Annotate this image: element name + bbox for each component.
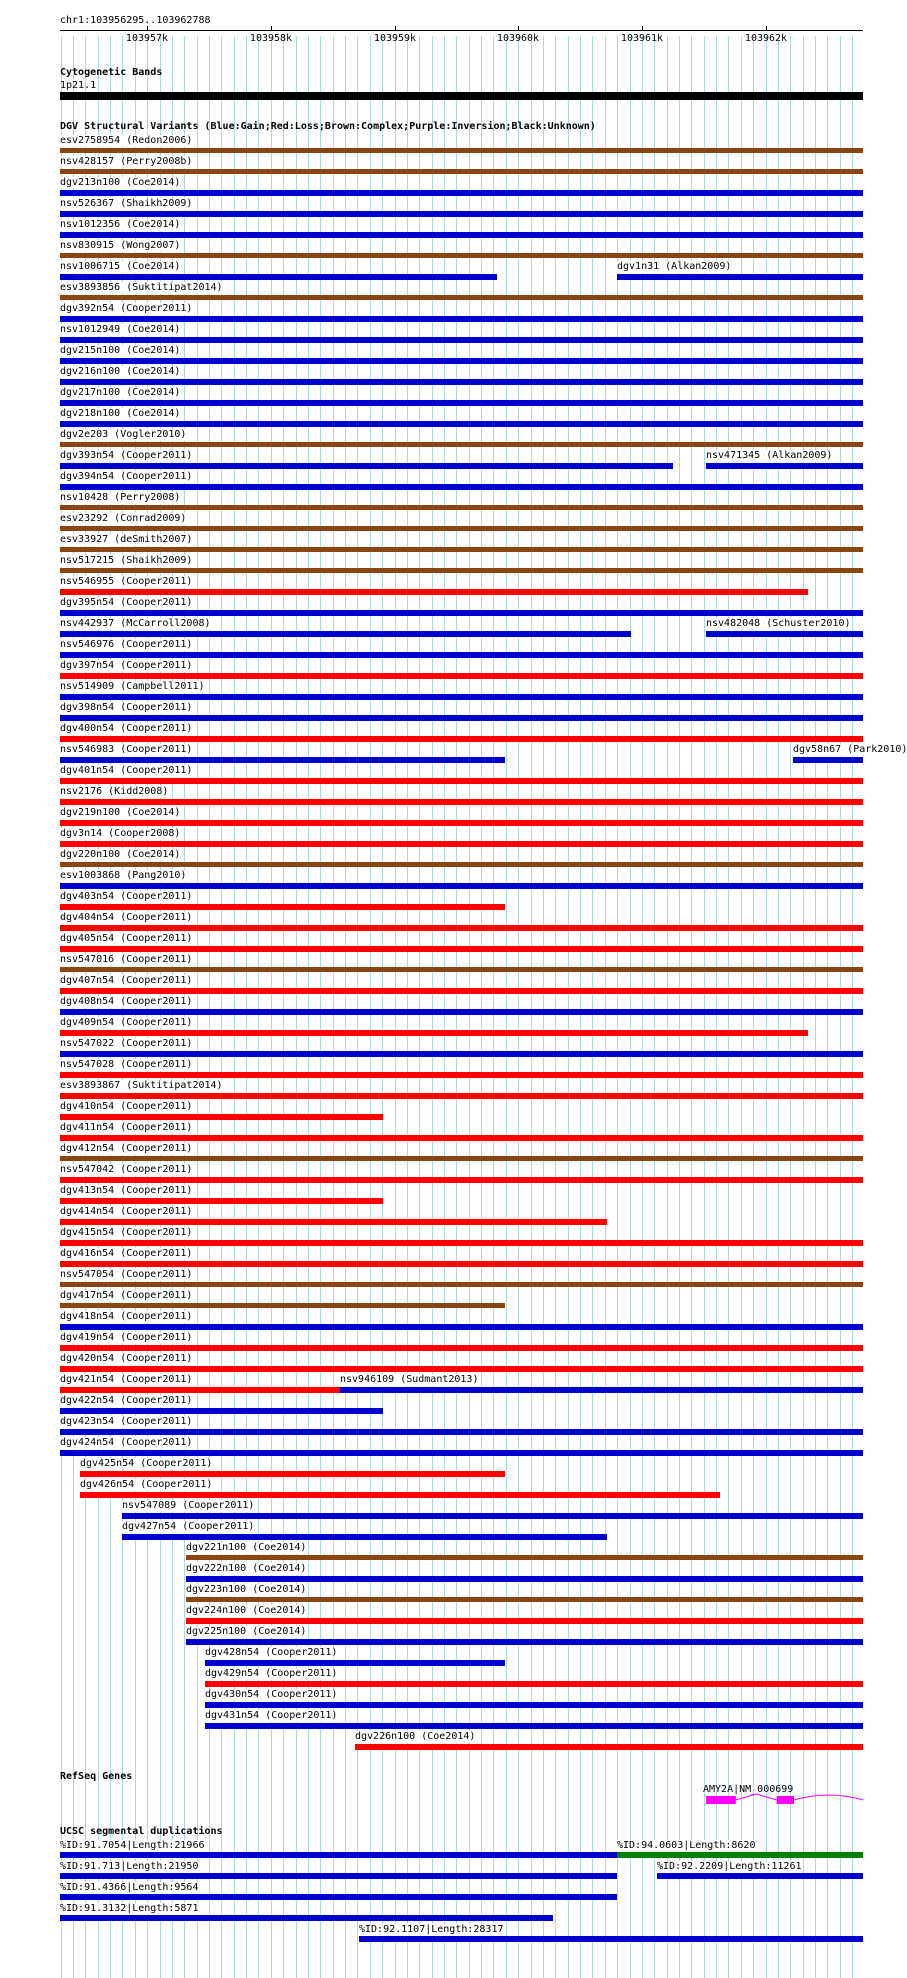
dgv-variant-bar[interactable] bbox=[60, 694, 863, 700]
segdup-bar[interactable] bbox=[60, 1873, 617, 1879]
dgv-variant-bar[interactable] bbox=[80, 1492, 720, 1498]
dgv-variant-bar[interactable] bbox=[205, 1723, 863, 1729]
dgv-variant-bar[interactable] bbox=[60, 988, 863, 994]
ruler-tick bbox=[147, 26, 148, 31]
dgv-variant-label: dgv422n54 (Cooper2011) bbox=[60, 1395, 193, 1406]
dgv-variant-label: dgv392n54 (Cooper2011) bbox=[60, 303, 193, 314]
dgv-variant-bar[interactable] bbox=[60, 295, 863, 300]
segdup-label: %ID:91.713|Length:21950 bbox=[60, 1861, 199, 1872]
dgv-variant-label: dgv430n54 (Cooper2011) bbox=[205, 1689, 338, 1700]
dgv-variant-bar[interactable] bbox=[60, 1135, 863, 1141]
dgv-variant-label: nsv547016 (Cooper2011) bbox=[60, 954, 193, 965]
dgv-variant-bar[interactable] bbox=[60, 1051, 863, 1057]
segdup-track-title: UCSC segmental duplications bbox=[60, 1826, 223, 1837]
dgv-variant-bar[interactable] bbox=[186, 1597, 863, 1602]
dgv-variant-bar[interactable] bbox=[60, 610, 863, 616]
dgv-variant-bar[interactable] bbox=[60, 1156, 863, 1161]
dgv-variant-bar[interactable] bbox=[60, 946, 863, 952]
cytoband-bar[interactable] bbox=[60, 92, 863, 100]
dgv-variant-bar[interactable] bbox=[60, 778, 863, 784]
dgv-variant-label: dgv220n100 (Coe2014) bbox=[60, 849, 181, 860]
dgv-variant-label: nsv482048 (Schuster2010) bbox=[706, 618, 851, 629]
dgv-variant-bar[interactable] bbox=[60, 211, 863, 217]
dgv-variant-label: dgv394n54 (Cooper2011) bbox=[60, 471, 193, 482]
dgv-variant-label: dgv425n54 (Cooper2011) bbox=[80, 1458, 213, 1469]
segdup-bar[interactable] bbox=[657, 1873, 863, 1879]
dgv-variant-label: nsv547022 (Cooper2011) bbox=[60, 1038, 193, 1049]
ruler-axis bbox=[60, 30, 863, 31]
dgv-variant-label: dgv428n54 (Cooper2011) bbox=[205, 1647, 338, 1658]
dgv-variant-bar[interactable] bbox=[60, 148, 863, 153]
dgv-variant-label: dgv415n54 (Cooper2011) bbox=[60, 1227, 193, 1238]
cytoband-track-title: Cytogenetic Bands bbox=[60, 67, 163, 78]
dgv-variant-label: dgv217n100 (Coe2014) bbox=[60, 387, 181, 398]
dgv-variant-bar[interactable] bbox=[60, 232, 863, 238]
dgv-variant-label: dgv213n100 (Coe2014) bbox=[60, 177, 181, 188]
dgv-variant-label: nsv1006715 (Coe2014) bbox=[60, 261, 181, 272]
dgv-variant-bar[interactable] bbox=[60, 463, 673, 469]
dgv-variant-bar[interactable] bbox=[340, 1387, 863, 1393]
dgv-variant-label: dgv400n54 (Cooper2011) bbox=[60, 723, 193, 734]
dgv-variant-label: dgv410n54 (Cooper2011) bbox=[60, 1101, 193, 1112]
dgv-variant-bar[interactable] bbox=[205, 1681, 863, 1687]
segdup-label: %ID:94.0603|Length:8620 bbox=[617, 1840, 756, 1851]
dgv-variant-label: dgv418n54 (Cooper2011) bbox=[60, 1311, 193, 1322]
dgv-variant-label: dgv218n100 (Coe2014) bbox=[60, 408, 181, 419]
refseq-gene-label: AMY2A|NM_000699 bbox=[703, 1784, 794, 1795]
dgv-variant-bar[interactable] bbox=[60, 1408, 383, 1414]
ruler-tick-label: 103957k bbox=[125, 33, 169, 44]
ruler-tick-label: 103962k bbox=[744, 33, 788, 44]
dgv-variant-label: dgv404n54 (Cooper2011) bbox=[60, 912, 193, 923]
dgv-variant-bar[interactable] bbox=[60, 1114, 383, 1120]
dgv-variant-bar[interactable] bbox=[60, 631, 631, 637]
dgv-variant-label: esv3893867 (Suktitipat2014) bbox=[60, 1080, 223, 1091]
dgv-variant-bar[interactable] bbox=[186, 1555, 863, 1560]
ruler-tick bbox=[395, 26, 396, 31]
dgv-variant-bar[interactable] bbox=[60, 925, 863, 931]
dgv-variant-label: esv2758954 (Redon2006) bbox=[60, 135, 193, 146]
gene-intron-line bbox=[736, 1794, 863, 1800]
dgv-variant-bar[interactable] bbox=[60, 253, 863, 258]
dgv-variant-bar[interactable] bbox=[60, 1177, 863, 1183]
dgv-variant-bar[interactable] bbox=[60, 421, 863, 427]
dgv-variant-label: dgv393n54 (Cooper2011) bbox=[60, 450, 193, 461]
dgv-variant-label: dgv413n54 (Cooper2011) bbox=[60, 1185, 193, 1196]
dgv-variant-label: nsv547054 (Cooper2011) bbox=[60, 1269, 193, 1280]
dgv-variant-label: nsv442937 (McCarroll2008) bbox=[60, 618, 211, 629]
dgv-variant-label: dgv403n54 (Cooper2011) bbox=[60, 891, 193, 902]
dgv-variant-label: dgv2e203 (Vogler2010) bbox=[60, 429, 187, 440]
dgv-variant-label: dgv401n54 (Cooper2011) bbox=[60, 765, 193, 776]
dgv-variant-label: dgv416n54 (Cooper2011) bbox=[60, 1248, 193, 1259]
dgv-variant-bar[interactable] bbox=[60, 1030, 808, 1036]
dgv-variant-label: dgv398n54 (Cooper2011) bbox=[60, 702, 193, 713]
dgv-variant-label: dgv429n54 (Cooper2011) bbox=[205, 1668, 338, 1679]
dgv-variant-label: nsv546983 (Cooper2011) bbox=[60, 744, 193, 755]
dgv-variant-label: nsv547028 (Cooper2011) bbox=[60, 1059, 193, 1070]
dgv-variant-bar[interactable] bbox=[122, 1534, 607, 1540]
dgv-variant-label: nsv1012356 (Coe2014) bbox=[60, 219, 181, 230]
segdup-bar[interactable] bbox=[359, 1936, 863, 1942]
segdup-bar[interactable] bbox=[60, 1852, 617, 1858]
dgv-variant-bar[interactable] bbox=[60, 1345, 863, 1351]
dgv-variant-bar[interactable] bbox=[60, 379, 863, 385]
dgv-variant-bar[interactable] bbox=[60, 904, 505, 910]
dgv-variant-label: nsv547042 (Cooper2011) bbox=[60, 1164, 193, 1175]
segdup-bar[interactable] bbox=[60, 1894, 617, 1900]
dgv-variant-bar[interactable] bbox=[60, 883, 863, 889]
dgv-variant-label: esv23292 (Conrad2009) bbox=[60, 513, 187, 524]
dgv-variant-bar[interactable] bbox=[60, 484, 863, 490]
dgv-variant-label: nsv1012949 (Coe2014) bbox=[60, 324, 181, 335]
dgv-variant-label: dgv431n54 (Cooper2011) bbox=[205, 1710, 338, 1721]
ruler-tick-label: 103960k bbox=[496, 33, 540, 44]
dgv-variant-label: dgv1n31 (Alkan2009) bbox=[617, 261, 732, 272]
segdup-label: %ID:91.4366|Length:9564 bbox=[60, 1882, 199, 1893]
dgv-variant-bar[interactable] bbox=[355, 1744, 863, 1750]
dgv-variant-bar[interactable] bbox=[80, 1471, 505, 1477]
amy2a-gene-model[interactable] bbox=[0, 1792, 890, 1808]
dgv-variant-bar[interactable] bbox=[60, 715, 863, 721]
dgv-variant-bar[interactable] bbox=[60, 400, 863, 406]
refseq-track-title: RefSeq Genes bbox=[60, 1771, 133, 1782]
dgv-variant-bar[interactable] bbox=[60, 736, 863, 742]
segdup-label: %ID:92.2209|Length:11261 bbox=[657, 1861, 802, 1872]
dgv-variant-label: dgv408n54 (Cooper2011) bbox=[60, 996, 193, 1007]
dgv-variant-label: dgv411n54 (Cooper2011) bbox=[60, 1122, 193, 1133]
dgv-variant-bar[interactable] bbox=[60, 1450, 863, 1456]
dgv-variant-label: dgv223n100 (Coe2014) bbox=[186, 1584, 307, 1595]
dgv-variant-bar[interactable] bbox=[186, 1618, 863, 1624]
dgv-variant-bar[interactable] bbox=[186, 1639, 863, 1645]
dgv-variant-bar[interactable] bbox=[205, 1660, 505, 1666]
ruler-tick bbox=[271, 26, 272, 31]
dgv-variant-bar[interactable] bbox=[122, 1513, 863, 1519]
dgv-variant-bar[interactable] bbox=[60, 589, 808, 595]
dgv-variant-label: dgv427n54 (Cooper2011) bbox=[122, 1521, 255, 1532]
dgv-variant-label: nsv546955 (Cooper2011) bbox=[60, 576, 193, 587]
dgv-variant-label: dgv224n100 (Coe2014) bbox=[186, 1605, 307, 1616]
dgv-variant-label: nsv514909 (Campbell2011) bbox=[60, 681, 205, 692]
dgv-variant-bar[interactable] bbox=[60, 442, 863, 447]
dgv-variant-label: nsv10428 (Perry2008) bbox=[60, 492, 181, 503]
dgv-variant-bar[interactable] bbox=[60, 799, 863, 805]
dgv-variant-bar[interactable] bbox=[205, 1702, 863, 1708]
gene-exon[interactable] bbox=[706, 1796, 736, 1804]
dgv-variant-bar[interactable] bbox=[60, 1303, 505, 1308]
dgv-variant-bar[interactable] bbox=[60, 1219, 607, 1225]
dgv-variant-label: nsv517215 (Shaikh2009) bbox=[60, 555, 193, 566]
dgv-variant-label: nsv546976 (Cooper2011) bbox=[60, 639, 193, 650]
dgv-variant-label: dgv417n54 (Cooper2011) bbox=[60, 1290, 193, 1301]
dgv-variant-bar[interactable] bbox=[60, 1324, 863, 1330]
dgv-variant-bar[interactable] bbox=[60, 1072, 863, 1078]
dgv-variant-label: dgv407n54 (Cooper2011) bbox=[60, 975, 193, 986]
dgv-variant-label: dgv414n54 (Cooper2011) bbox=[60, 1206, 193, 1217]
dgv-variant-bar[interactable] bbox=[60, 505, 863, 510]
position-readout: chr1:103956295..103962788 bbox=[60, 15, 211, 26]
dgv-variant-bar[interactable] bbox=[60, 190, 863, 196]
dgv-variant-bar[interactable] bbox=[60, 820, 863, 826]
ruler-tick bbox=[518, 26, 519, 31]
dgv-variant-bar[interactable] bbox=[60, 526, 863, 531]
segdup-label: %ID:92.1107|Length:28317 bbox=[359, 1924, 504, 1935]
dgv-variant-bar[interactable] bbox=[60, 169, 863, 174]
dgv-variant-label: esv33927 (deSmith2007) bbox=[60, 534, 193, 545]
dgv-variant-label: dgv58n67 (Park2010) bbox=[793, 744, 907, 755]
dgv-variant-bar[interactable] bbox=[186, 1576, 863, 1582]
dgv-variant-label: dgv423n54 (Cooper2011) bbox=[60, 1416, 193, 1427]
dgv-variant-bar[interactable] bbox=[60, 673, 863, 679]
dgv-variant-label: nsv946109 (Sudmant2013) bbox=[340, 1374, 479, 1385]
dgv-variant-bar[interactable] bbox=[60, 316, 863, 322]
dgv-variant-bar[interactable] bbox=[60, 1366, 863, 1372]
dgv-variant-label: nsv526367 (Shaikh2009) bbox=[60, 198, 193, 209]
dgv-variant-bar[interactable] bbox=[60, 1009, 863, 1015]
ruler-tick-label: 103958k bbox=[249, 33, 293, 44]
dgv-variant-bar[interactable] bbox=[60, 1387, 340, 1393]
ruler-tick-label: 103961k bbox=[620, 33, 664, 44]
dgv-variant-bar[interactable] bbox=[706, 463, 863, 469]
segdup-bar[interactable] bbox=[60, 1915, 553, 1921]
dgv-variant-label: dgv215n100 (Coe2014) bbox=[60, 345, 181, 356]
dgv-variant-label: esv1003868 (Pang2010) bbox=[60, 870, 187, 881]
dgv-variant-label: esv3893856 (Suktitipat2014) bbox=[60, 282, 223, 293]
dgv-variant-label: dgv426n54 (Cooper2011) bbox=[80, 1479, 213, 1490]
ruler-tick bbox=[766, 26, 767, 31]
dgv-variant-bar[interactable] bbox=[60, 274, 497, 280]
dgv-variant-label: dgv420n54 (Cooper2011) bbox=[60, 1353, 193, 1364]
dgv-variant-label: nsv547089 (Cooper2011) bbox=[122, 1500, 255, 1511]
dgv-variant-label: dgv222n100 (Coe2014) bbox=[186, 1563, 307, 1574]
dgv-variant-bar[interactable] bbox=[60, 1198, 383, 1204]
dgv-variant-label: dgv424n54 (Cooper2011) bbox=[60, 1437, 193, 1448]
dgv-variant-bar[interactable] bbox=[60, 547, 863, 552]
dgv-variant-bar[interactable] bbox=[60, 1282, 863, 1287]
dgv-variant-label: nsv2176 (Kidd2008) bbox=[60, 786, 169, 797]
dgv-variant-bar[interactable] bbox=[617, 274, 863, 280]
dgv-variant-bar[interactable] bbox=[60, 1261, 863, 1267]
dgv-variant-label: dgv421n54 (Cooper2011) bbox=[60, 1374, 193, 1385]
cytoband-label: 1p21.1 bbox=[60, 80, 97, 91]
dgv-variant-label: dgv419n54 (Cooper2011) bbox=[60, 1332, 193, 1343]
dgv-variant-label: nsv428157 (Perry2008b) bbox=[60, 156, 193, 167]
dgv-variant-label: dgv225n100 (Coe2014) bbox=[186, 1626, 307, 1637]
ruler-tick bbox=[642, 26, 643, 31]
dgv-variant-label: dgv3n14 (Cooper2008) bbox=[60, 828, 181, 839]
dgv-variant-bar[interactable] bbox=[60, 862, 863, 867]
dgv-variant-label: dgv395n54 (Cooper2011) bbox=[60, 597, 193, 608]
dgv-variant-label: dgv405n54 (Cooper2011) bbox=[60, 933, 193, 944]
dgv-variant-label: dgv412n54 (Cooper2011) bbox=[60, 1143, 193, 1154]
segdup-label: %ID:91.7054|Length:21966 bbox=[60, 1840, 205, 1851]
dgv-variant-label: dgv221n100 (Coe2014) bbox=[186, 1542, 307, 1553]
segdup-bar[interactable] bbox=[617, 1852, 863, 1858]
dgv-variant-bar[interactable] bbox=[60, 568, 863, 573]
dgv-variant-bar[interactable] bbox=[60, 358, 863, 364]
dgv-variant-bar[interactable] bbox=[706, 631, 863, 637]
dgv-variant-label: nsv830915 (Wong2007) bbox=[60, 240, 181, 251]
dgv-variant-label: dgv216n100 (Coe2014) bbox=[60, 366, 181, 377]
dgv-variant-bar[interactable] bbox=[60, 652, 863, 658]
segdup-label: %ID:91.3132|Length:5871 bbox=[60, 1903, 199, 1914]
dgv-variant-bar[interactable] bbox=[60, 1429, 863, 1435]
dgv-variant-label: dgv226n100 (Coe2014) bbox=[355, 1731, 476, 1742]
dgv-variant-bar[interactable] bbox=[60, 841, 863, 847]
dgv-track-title: DGV Structural Variants (Blue:Gain;Red:Loss;Brown:Complex;Purple:Inversion;Black:Unknown) bbox=[60, 121, 596, 132]
dgv-variant-bar[interactable] bbox=[60, 967, 863, 972]
ruler-tick-label: 103959k bbox=[373, 33, 417, 44]
dgv-variant-label: dgv219n100 (Coe2014) bbox=[60, 807, 181, 818]
dgv-variant-bar[interactable] bbox=[60, 1093, 863, 1099]
gene-exon[interactable] bbox=[777, 1796, 794, 1804]
dgv-variant-bar[interactable] bbox=[793, 757, 863, 763]
dgv-variant-label: dgv397n54 (Cooper2011) bbox=[60, 660, 193, 671]
dgv-variant-bar[interactable] bbox=[60, 757, 505, 763]
dgv-variant-label: nsv471345 (Alkan2009) bbox=[706, 450, 833, 461]
dgv-variant-bar[interactable] bbox=[60, 1240, 863, 1246]
dgv-variant-bar[interactable] bbox=[60, 337, 863, 343]
dgv-variant-label: dgv409n54 (Cooper2011) bbox=[60, 1017, 193, 1028]
